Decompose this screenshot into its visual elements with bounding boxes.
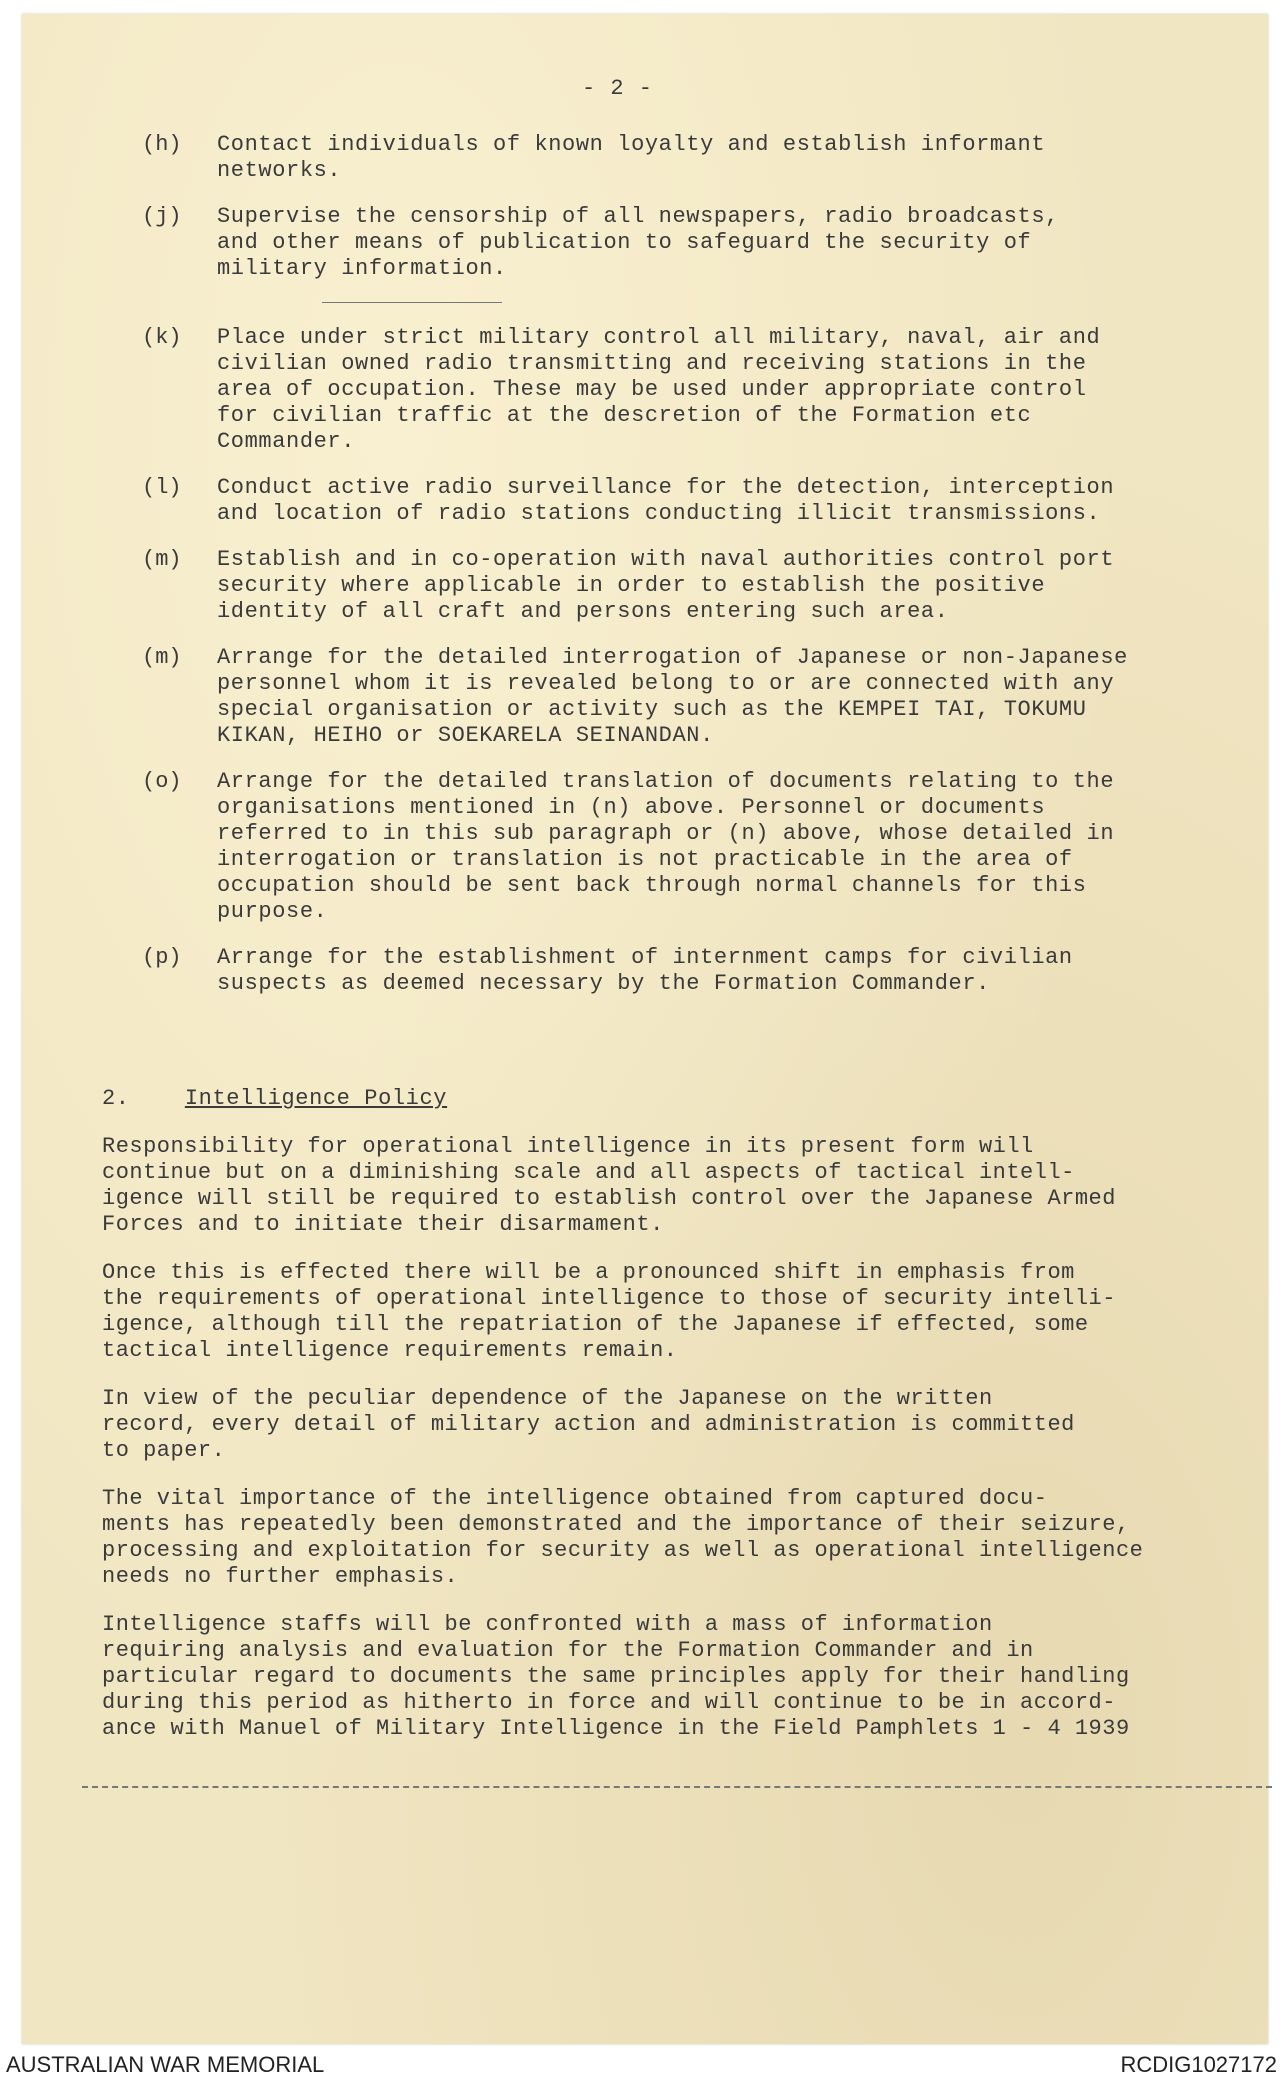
page-number: - 2 -: [582, 76, 654, 101]
item-text: Contact individuals of known loyalty and establish informant networks.: [217, 132, 1046, 183]
typed-page: [22, 14, 1268, 2044]
paragraph: Intelligence staffs will be confronted with a mass of information requiring analysis and evaluation for the Formation Commander and in particular regard to documents the same principles apply for their handling during this period as hitherto in force and will continue to be in accord- ance with Manuel of Military Intelligence in the Field Pamphlets 1 - 4 1939: [102, 1612, 1130, 1741]
item-label: (j): [142, 204, 182, 229]
list-item-h: [142, 132, 1262, 184]
list-item-p: [142, 945, 1262, 997]
archive-id: RCDIG1027172: [1120, 2052, 1277, 2077]
paragraph: Once this is effected there will be a pronounced shift in emphasis from the requirements of operational intelligence to those of security intelli- igence, although till the repatriation of the Japanese if effected, some tactical intelligence requirements remain.: [102, 1260, 1116, 1363]
paragraph: The vital importance of the intelligence obtained from captured docu- ments has repeatedly been demonstrated and the importance of their seizure, processing and exploitation for security as well as operational intelligence needs no further emphasis.: [102, 1486, 1144, 1589]
divider: [322, 302, 502, 303]
item-label: (k): [142, 325, 182, 350]
list-item-l: [142, 475, 1262, 527]
list-item-j: [142, 204, 1262, 282]
item-label: (m): [142, 547, 182, 572]
item-text: Conduct active radio surveillance for the detection, interception and location of radio stations conducting illicit transmissions.: [217, 475, 1115, 526]
item-label: (h): [142, 132, 182, 157]
archive-footer: [0, 2050, 1287, 2082]
item-text: Arrange for the detailed interrogation of Japanese or non-Japanese personnel whom it is revealed belong to or are connected with any special organisation or activity such as the KEMPEI TAI, TOKUMU KIKAN, HEIHO or SOEKARELA SEINANDAN.: [217, 645, 1128, 748]
section-number: 2.: [102, 1086, 130, 1111]
section-body: [102, 1134, 1252, 1764]
list-item-o: [142, 769, 1262, 925]
item-label: (p): [142, 945, 182, 970]
item-list: [142, 132, 1262, 1017]
paragraph: Responsibility for operational intelligence in its present form will continue but on a diminishing scale and all aspects of tactical intell- igence will still be required to establish control over the Japanese Armed Forces and to initiate their disarmament.: [102, 1134, 1116, 1237]
item-text: Place under strict military control all military, naval, air and civilian owned radio transmitting and receiving stations in the area of occupation. These may be used under appropriate control for civilian traffic at the descretion of the Formation etc Commander.: [217, 325, 1101, 454]
item-text: Arrange for the establishment of internment camps for civilian suspects as deemed necessary by the Formation Commander.: [217, 945, 1073, 996]
item-label: (l): [142, 475, 182, 500]
list-item-n: [142, 645, 1262, 749]
bottom-divider: [82, 1786, 1272, 1788]
list-item-k: [142, 325, 1262, 455]
list-item-m: [142, 547, 1262, 625]
item-text: Establish and in co-operation with naval authorities control port security where applicable in order to establish the positive identity of all craft and persons entering such area.: [217, 547, 1115, 624]
section-heading: [102, 1086, 447, 1111]
archive-source: AUSTRALIAN WAR MEMORIAL: [6, 2052, 325, 2077]
paragraph: In view of the peculiar dependence of the Japanese on the written record, every detail of military action and administration is committed to paper.: [102, 1386, 1075, 1463]
section-title: Intelligence Policy: [184, 1086, 448, 1111]
item-label: (o): [142, 769, 182, 794]
item-text: Supervise the censorship of all newspapers, radio broadcasts, and other means of publication to safeguard the security of military information.: [217, 204, 1059, 281]
item-label: (m): [142, 645, 182, 670]
item-text: Arrange for the detailed translation of documents relating to the organisations mentioned in (n) above. Personnel or documents referred to in this sub paragraph or (n) above, whose detailed in interrogation or translation is not practicable in the area of occupation should be sent back through normal channels for this purpose.: [217, 769, 1115, 924]
